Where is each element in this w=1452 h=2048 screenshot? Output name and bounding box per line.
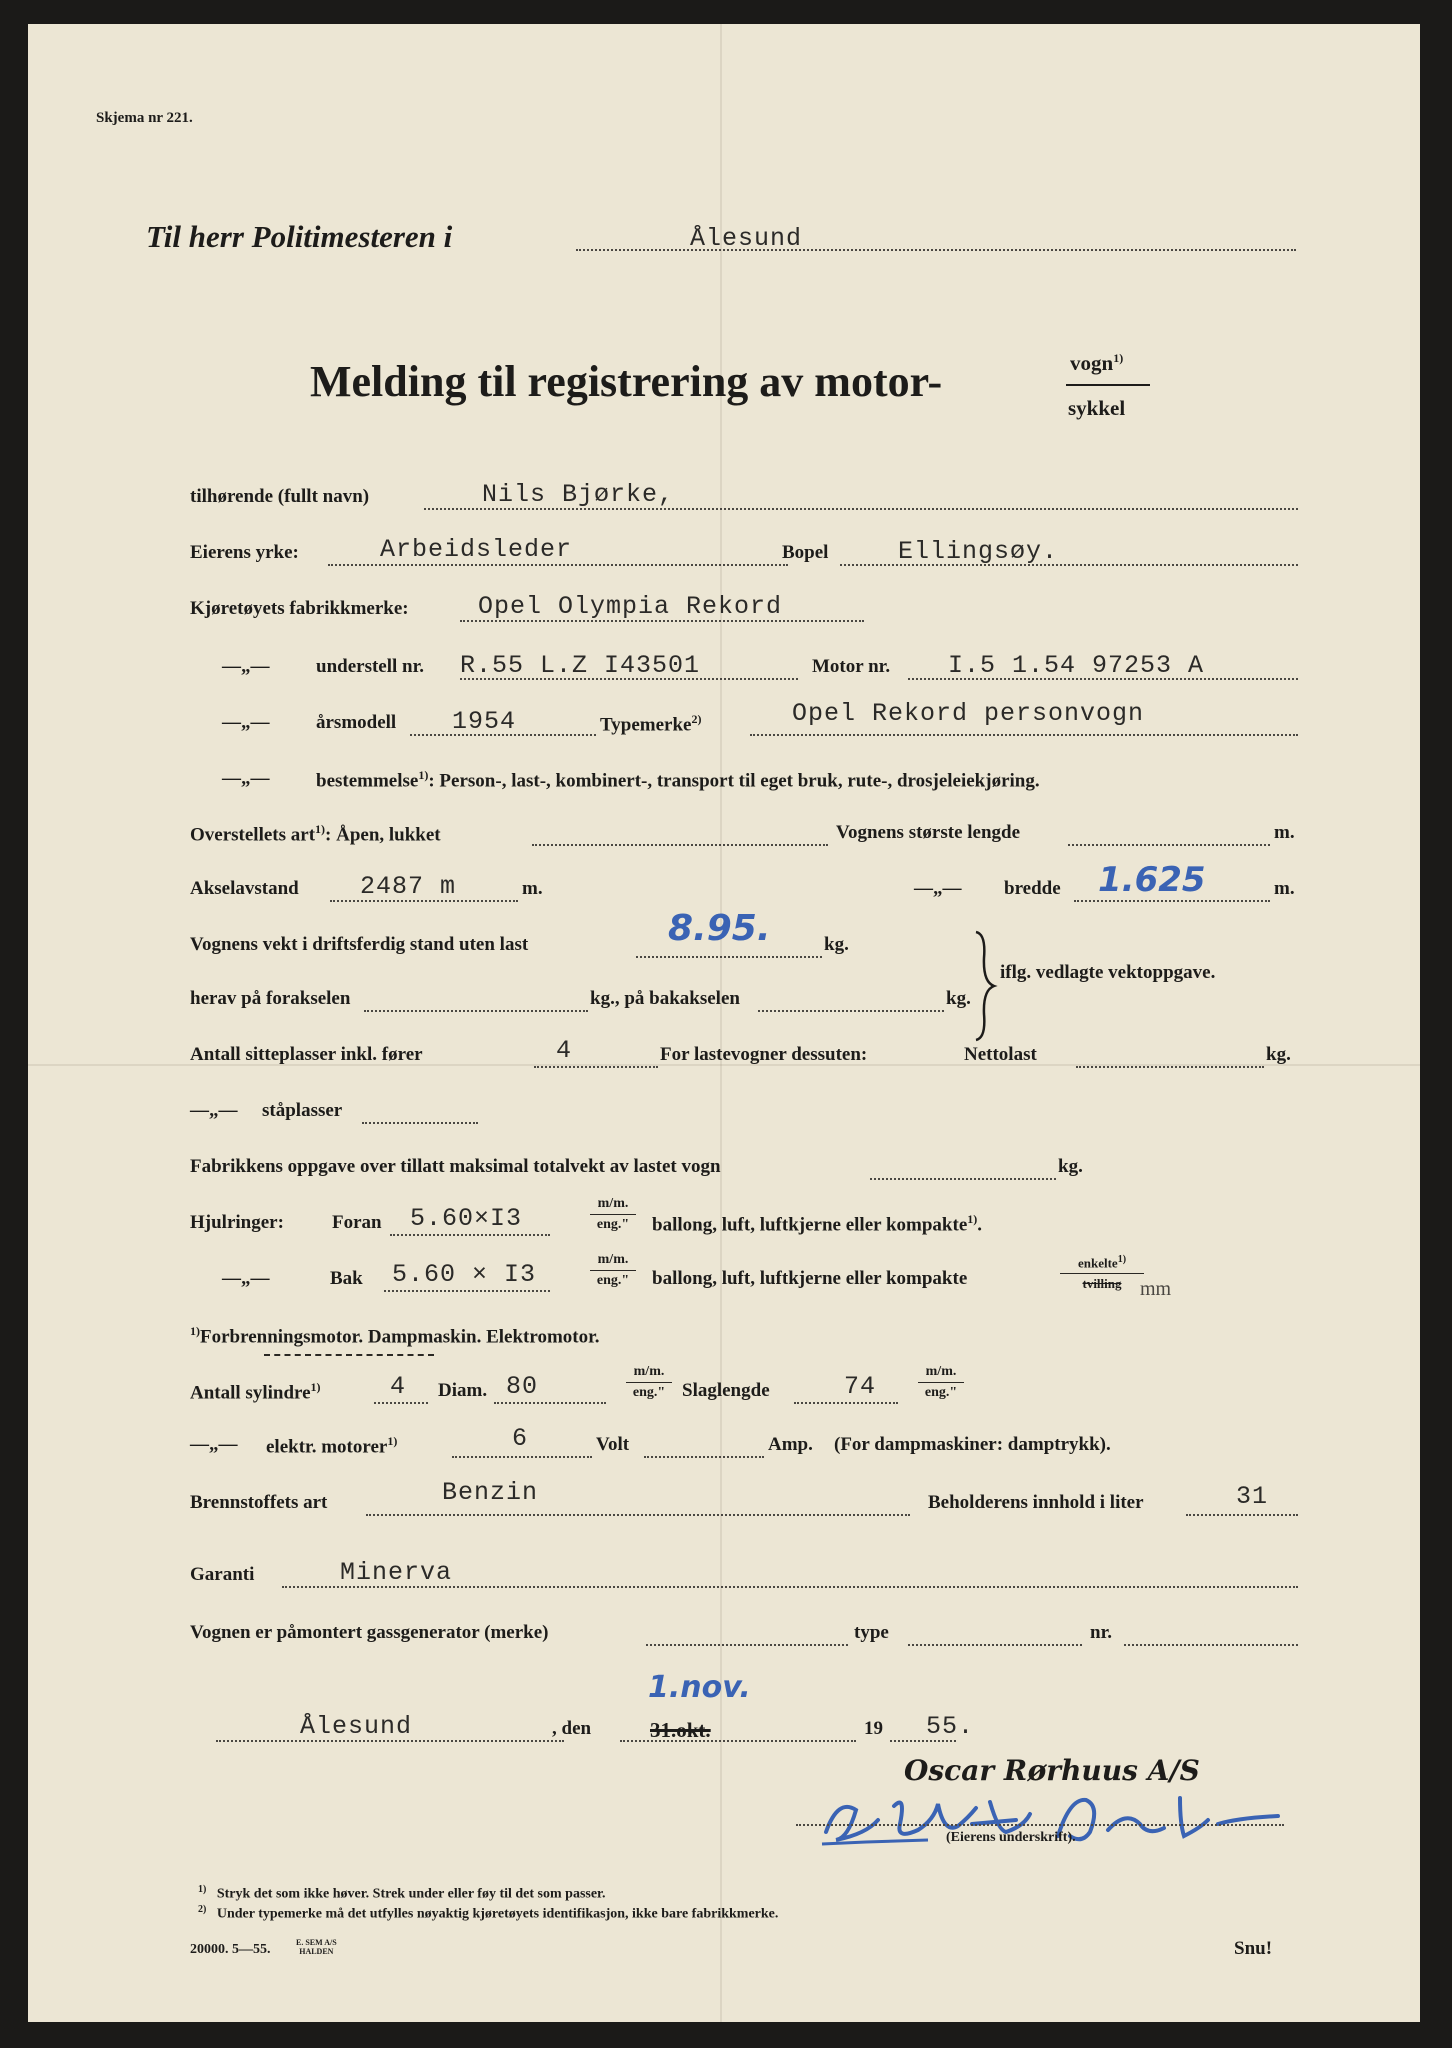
tires-rear-type: ballong, luft, luftkjerne eller kompakte [652,1268,968,1289]
address-label: Til herr Politimesteren i [146,219,453,254]
signing-place: Ålesund [300,1712,413,1741]
motor-types: $^{1)}$Forbrenningsmotor. Dampmaskin. Elektromotor. [190,1324,600,1348]
footnote-1: $^{1)}$ Stryk det som ikke høver. Strek under eller føy til det som passer. [198,1884,606,1902]
tank-label: Beholderens innhold i liter [928,1492,1144,1513]
tires-front-type: ballong, luft, luftkjerne eller kompakte$^{1)}$. [652,1212,983,1236]
schema-number: Skjema nr 221. [96,110,193,126]
tires-rear-unit: m/m. eng." [590,1252,636,1289]
tires-rear-dash: —„— [222,1268,270,1289]
netload-dots [1076,1066,1264,1068]
stroke-value: 74 [844,1372,877,1401]
trucks-label: For lastevogner dessuten: [660,1044,868,1065]
length-unit: m. [1274,822,1295,843]
tires-twin-scrawl: mm [1140,1278,1172,1300]
tires-front-value: 5.60×I3 [410,1204,523,1233]
tires-front-unit: m/m. eng." [590,1196,636,1233]
seats-dots [534,1066,658,1068]
gas-dots [646,1644,848,1646]
width-dash: —„— [914,878,962,899]
cylinders-value: 4 [390,1372,407,1401]
typemark-label: Typemerke$^{2)}$ [600,712,702,736]
title-vogn: vogn$^{1)}$ [1070,351,1124,375]
width-label: bredde [1004,878,1061,899]
owner-name-value: Nils Bjørke, [482,480,675,509]
body-dots [532,844,828,846]
volt-value: 6 [512,1424,529,1453]
front-axle-dots [364,1010,588,1012]
fuel-type-dots [366,1514,910,1516]
weight-label: Vognens vekt i driftsferdig stand uten last [190,934,529,955]
maxweight-dots [870,1178,1056,1180]
motor-label: Motor nr. [812,656,891,677]
standing-dash: —„— [190,1100,238,1121]
gas-nr-dots [1124,1644,1298,1646]
typemark-value: Opel Rekord personvogn [792,699,1145,728]
occupation-label: Eierens yrke: [190,542,299,563]
gas-label: Vognen er påmontert gassgenerator (merke) [190,1622,549,1643]
occupation-value: Arbeidsleder [380,535,573,564]
weight-brace-icon [970,930,998,1042]
address-dots [576,249,1296,251]
address-value: Ålesund [690,224,803,253]
purpose-dash: —„— [222,768,270,789]
standing-label: ståplasser [262,1100,343,1121]
weight-dots [636,956,822,958]
date-struck: 31.okt. [650,1718,711,1742]
seats-value: 4 [556,1036,573,1065]
maxweight-label: Fabrikkens oppgave over tillatt maksimal totalvekt av lastet vogn [190,1156,721,1177]
rear-axle-unit: kg. [946,988,971,1009]
gas-type-dots [908,1644,1082,1646]
chassis-label: understell nr. [316,656,425,677]
owner-name-label: tilhørende (fullt navn) [190,486,370,507]
chassis-dash: —„— [222,656,270,677]
length-label: Vognens største lengde [836,822,1021,843]
tires-label: Hjulringer: [190,1212,284,1233]
tires-front-dots [390,1234,550,1236]
guarantee-label: Garanti [190,1564,255,1585]
steam-label: (For dampmaskiner: damptrykk). [834,1434,1111,1455]
tires-rear-dots [384,1290,550,1292]
diam-label: Diam. [438,1380,488,1401]
amp-label: Amp. [768,1434,813,1455]
seats-label: Antall sitteplasser inkl. fører [190,1044,423,1065]
stroke-unit: m/m. eng." [918,1364,964,1401]
owner-signature [808,1780,1288,1860]
diam-unit: m/m. eng." [626,1364,672,1401]
body-line: Overstellets art$^{1)}$: Åpen, lukket [190,822,441,846]
residence-value: Ellingsøy. [898,537,1059,566]
rear-axle-dots [758,1010,944,1012]
motor-types-underline [264,1354,434,1356]
tires-rear-label: Bak [330,1268,363,1289]
elmotors-dash: —„— [190,1434,238,1455]
netload-label: Nettolast [964,1044,1037,1065]
wheelbase-unit: m. [522,878,543,899]
width-unit: m. [1274,878,1295,899]
wheelbase-label: Akselavstand [190,878,299,899]
purpose-line: bestemmelse$^{1)}$: Person-, last-, kombinert-, transport til eget bruk, rute-, drosjeleiekjøring. [316,768,1040,792]
tank-dots [1186,1514,1298,1516]
signature-caption: (Eierens underskrift). [946,1830,1076,1845]
front-axle-label: herav på forakselen [190,988,351,1009]
diam-value: 80 [506,1372,539,1401]
weight-unit: kg. [824,934,849,955]
year-prefix: 19 [864,1718,883,1739]
make-label: Kjøretøyets fabrikkmerke: [190,598,409,619]
form-sheet [28,24,1420,2022]
chassis-value: R.55 L.Z I43501 [460,651,701,680]
printer-info: E. SEM A/S HALDEN [296,1938,337,1956]
print-info: 20000. 5—55. [190,1942,271,1957]
volt-label: Volt [596,1434,630,1455]
typemark-dots [750,734,1298,736]
occupation-dots [328,564,788,566]
signature-line [796,1824,1284,1826]
tires-front-label: Foran [332,1212,382,1233]
width-value: 1.625 [1098,860,1206,900]
maxweight-unit: kg. [1058,1156,1083,1177]
tires-single-twin: enkelte$^{1)}$ tvilling [1060,1252,1144,1292]
title-fraction-bar [1066,384,1150,386]
weight-value: 8.95. [668,908,771,949]
standing-dots [362,1122,478,1124]
diam-dots [494,1402,606,1404]
weight-note: iflg. vedlagte vektoppgave. [1000,962,1216,983]
tank-value: 31 [1236,1482,1269,1511]
cylinders-dots [374,1402,428,1404]
fuel-type-label: Brennstoffets art [190,1492,328,1513]
gas-type-label: type [854,1622,889,1643]
year-value: 1954 [452,707,517,736]
stroke-label: Slaglengde [682,1380,770,1401]
form-title: Melding til registrering av motor- [310,357,943,406]
width-dots [1074,900,1270,902]
fold-line-vertical [720,24,722,2022]
residence-label: Bopel [782,542,829,563]
year-label: årsmodell [316,712,397,733]
year-suffix: 55. [926,1712,975,1741]
rear-axle-label: kg., på bakakselen [590,988,740,1009]
wheelbase-value: 2487 m [360,872,457,901]
year-dash: —„— [222,712,270,733]
stroke-dots [794,1402,898,1404]
length-dots [1068,844,1270,846]
title-sykkel: sykkel [1068,396,1126,420]
volt-dots [644,1456,764,1458]
cylinders-label: Antall sylindre$^{1)}$ [190,1380,321,1404]
tires-rear-value: 5.60 × I3 [392,1260,537,1289]
gas-nr-label: nr. [1090,1622,1113,1643]
date-handwritten: 1.nov. [648,1670,751,1705]
motor-value: I.5 1.54 97253 A [948,651,1205,680]
elmotors-dots [452,1456,592,1458]
guarantee-value: Minerva [340,1558,453,1587]
netload-unit: kg. [1266,1044,1291,1065]
elmotors-label: elektr. motorer$^{1)}$ [266,1434,398,1458]
turn-over-note: Snu! [1234,1938,1273,1959]
make-value: Opel Olympia Rekord [478,592,783,621]
signing-den: , den [552,1718,592,1739]
footnote-2: $^{2)}$ Under typemerke må det utfylles nøyaktig kjøretøyets identifikasjon, ikke bare fabrikkmerke. [198,1904,779,1922]
company-stamp: Oscar Rørhuus A/S [904,1754,1200,1787]
fuel-type-value: Benzin [442,1478,539,1507]
